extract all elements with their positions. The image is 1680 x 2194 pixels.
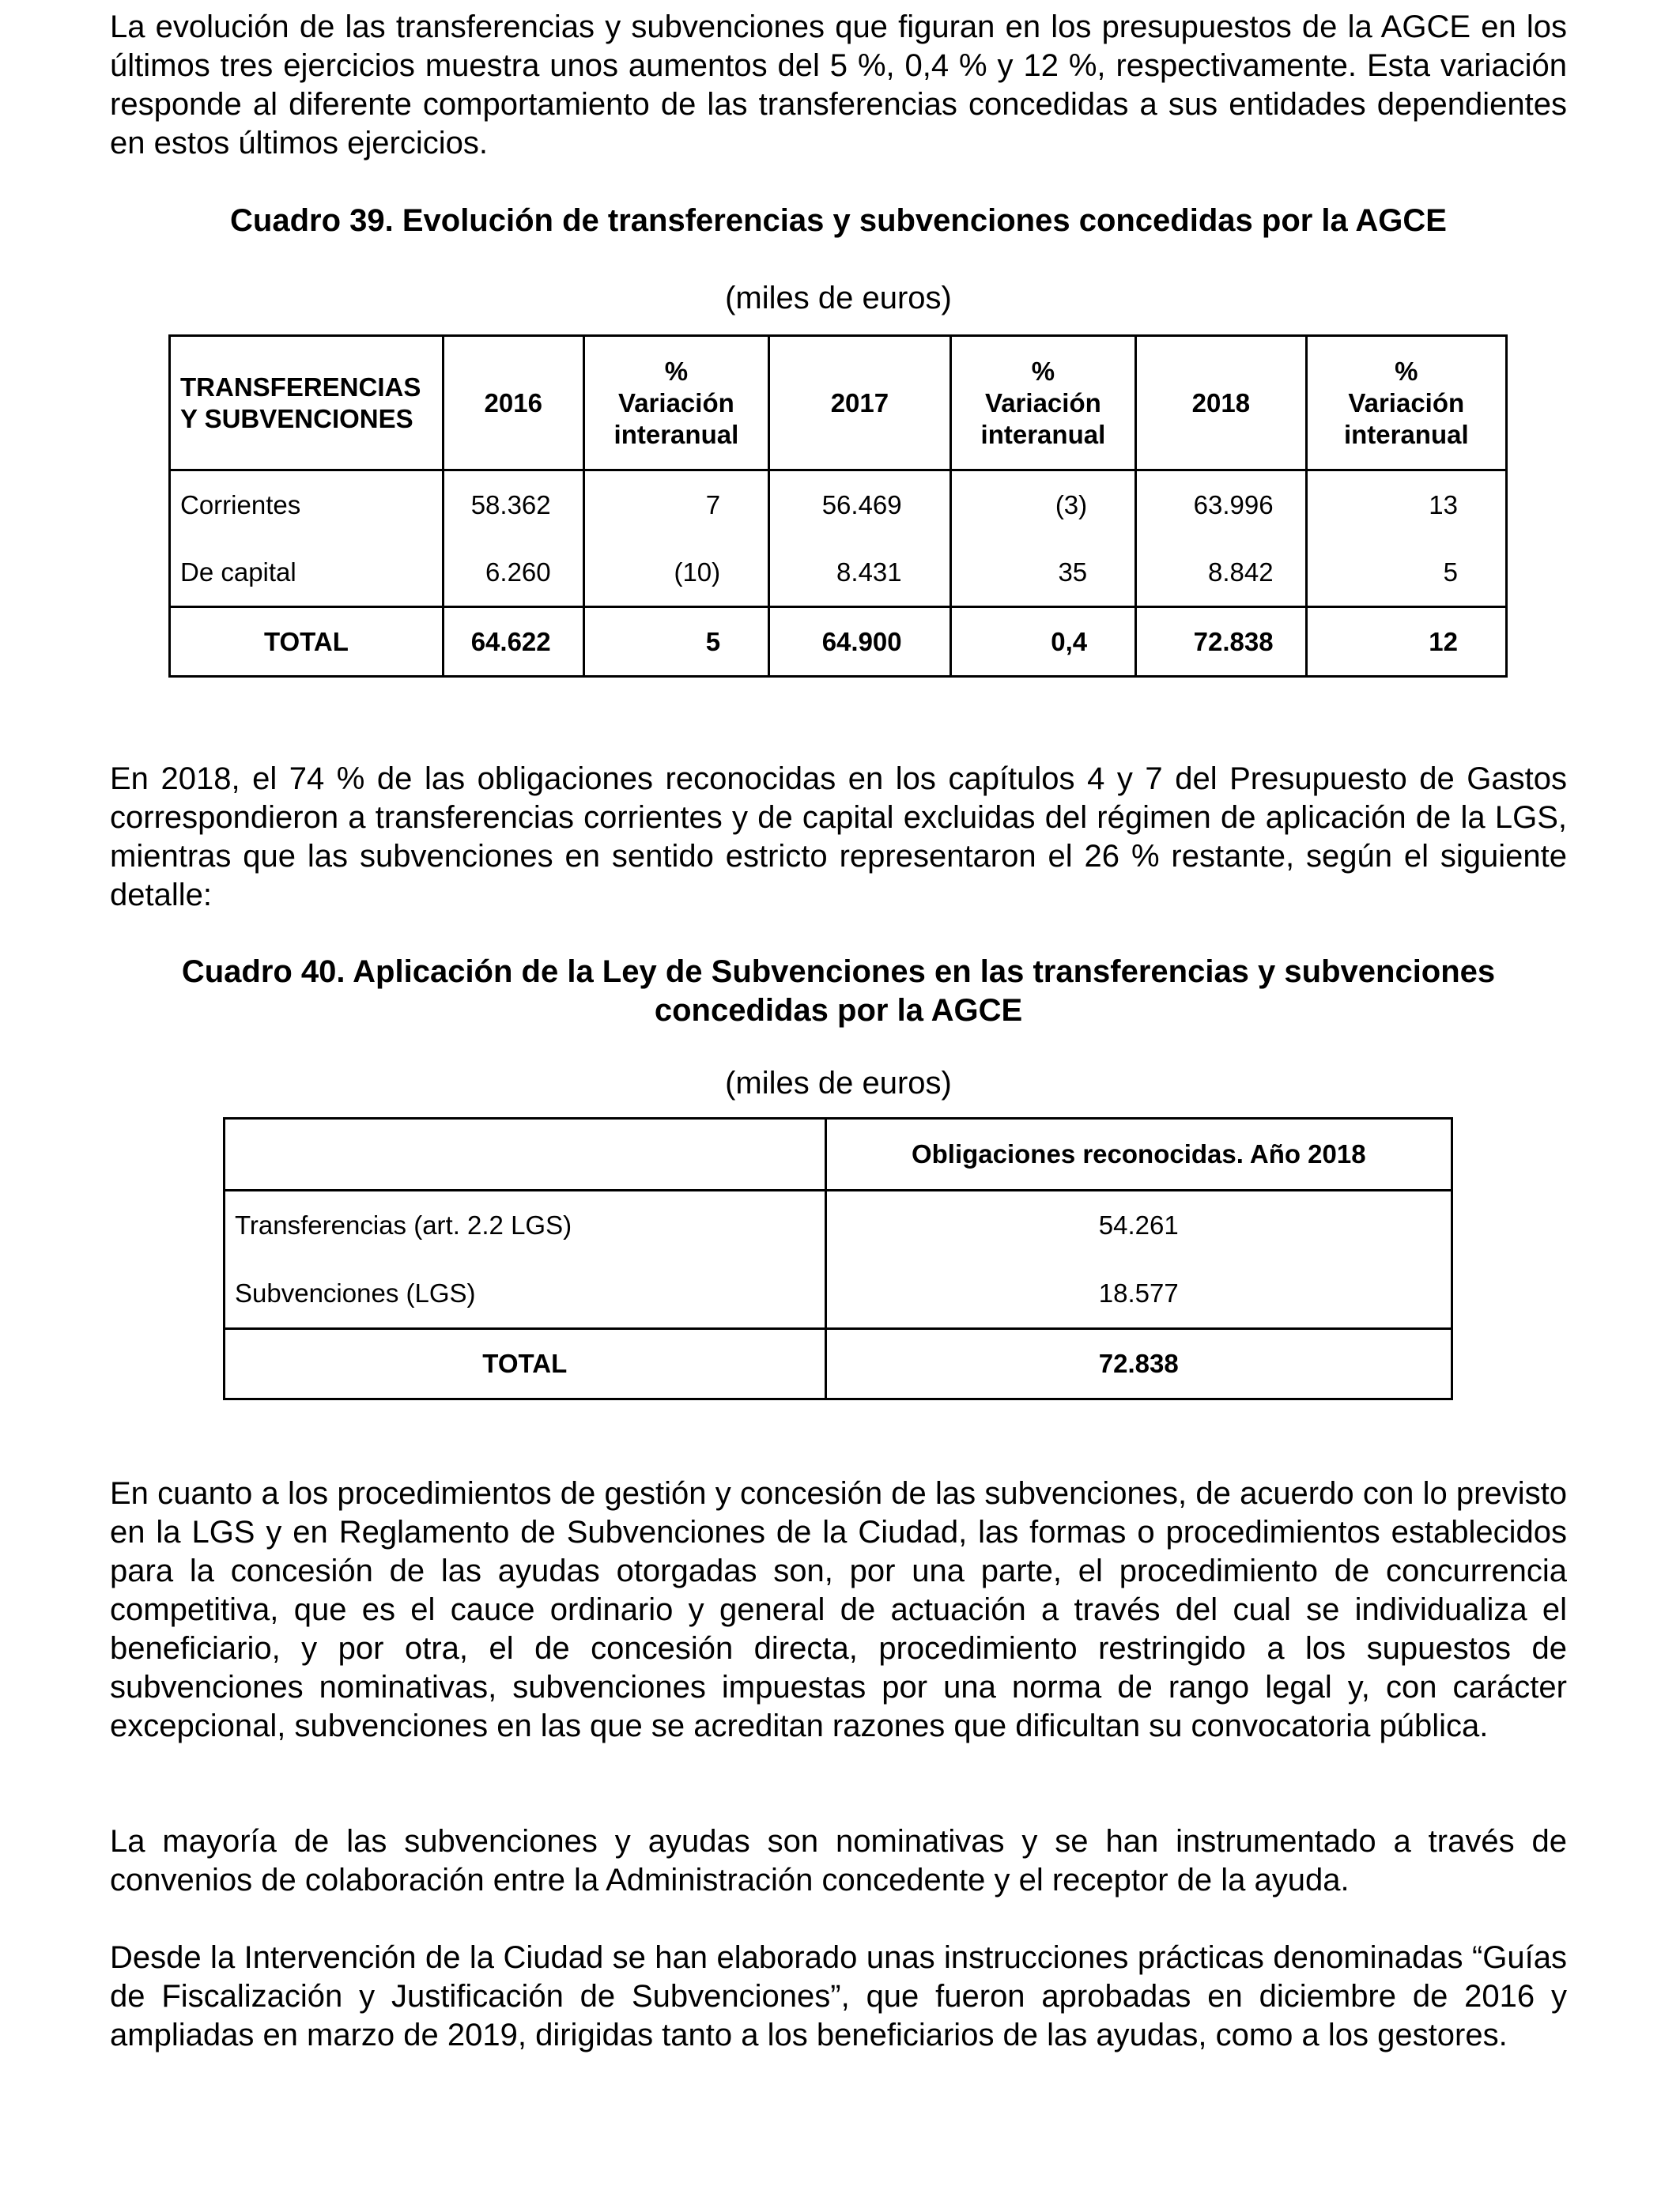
header-c0-line2: Y SUBVENCIONES bbox=[180, 403, 413, 433]
cell-value: 72.838 bbox=[825, 1329, 1452, 1399]
header-var-2017 bbox=[950, 336, 1136, 470]
row-label-total: TOTAL bbox=[225, 1329, 826, 1399]
table-row bbox=[225, 1259, 1452, 1329]
cell-var-2018: 5 bbox=[1306, 538, 1506, 607]
header-c4-line3: interanual bbox=[980, 419, 1106, 449]
table-row-total bbox=[225, 1329, 1452, 1399]
table-39-units: (miles de euros) bbox=[725, 281, 952, 315]
header-c0-line1: TRANSFERENCIAS bbox=[180, 372, 421, 402]
paragraph-5: Desde la Intervención de la Ciudad se han elaborado unas instrucciones prácticas denominadas “Guías de Fiscalización y Justificación de Subvenciones”, que fueron aprobadas en diciembre de 2016 y ampliadas en marzo de 2019, dirigidas tanto a los beneficiarios de las ayudas, como a los gestores. bbox=[110, 1940, 1567, 2052]
cell-2018: 8.842 bbox=[1136, 538, 1306, 607]
table-40-caption-line2: concedidas por la AGCE bbox=[654, 993, 1023, 1028]
cell-var-2017: (3) bbox=[950, 470, 1136, 539]
cell-var-2016: (10) bbox=[583, 538, 769, 607]
table-39-caption: Cuadro 39. Evolución de transferencias y subvenciones concedidas por la AGCE bbox=[230, 203, 1447, 238]
header-var-2016 bbox=[583, 336, 769, 470]
header-2018: 2018 bbox=[1136, 336, 1306, 470]
header-c2-line1: % bbox=[664, 356, 689, 386]
table-40-caption-line1: Cuadro 40. Aplicación de la Ley de Subvenciones en las transferencias y subvenciones bbox=[181, 954, 1496, 989]
cell-2018: 72.838 bbox=[1136, 607, 1306, 677]
header-c4-line2: Variación bbox=[985, 387, 1101, 417]
table-row bbox=[170, 538, 1507, 607]
paragraph-3: En cuanto a los procedimientos de gestión y concesión de las subvenciones, de acuerdo con lo previsto en la LGS y en Reglamento de Subvenciones de la Ciudad, las formas o procedimientos establecidos para la concesión de las ayudas otorgadas son, por una parte, el procedimiento de concurrencia competitiva, que es el cauce ordinario y general de actuación a través del cual se individualiza el beneficiario, y por otra, el de concesión directa, procedimiento restringido a los supuestos de subvenciones nominativas, subvenciones impuestas por una norma de rango legal y, con carácter excepcional, subvenciones en las que se acreditan razones que dificultan su convocatoria pública. bbox=[110, 1476, 1567, 1743]
header-var-2018 bbox=[1306, 336, 1506, 470]
header-c6-line2: Variación bbox=[1348, 387, 1465, 417]
header-obligaciones: Obligaciones reconocidas. Año 2018 bbox=[825, 1119, 1452, 1191]
cell-var-2018: 12 bbox=[1306, 607, 1506, 677]
cell-2016: 6.260 bbox=[443, 538, 583, 607]
row-label-total: TOTAL bbox=[170, 607, 444, 677]
cell-2016: 58.362 bbox=[443, 470, 583, 539]
cell-var-2018: 13 bbox=[1306, 470, 1506, 539]
cell-var-2016: 5 bbox=[583, 607, 769, 677]
cell-var-2017: 0,4 bbox=[950, 607, 1136, 677]
cell-var-2017: 35 bbox=[950, 538, 1136, 607]
cell-2017: 56.469 bbox=[769, 470, 950, 539]
cell-var-2016: 7 bbox=[583, 470, 769, 539]
cell-value: 18.577 bbox=[825, 1259, 1452, 1329]
header-c2-line2: Variación bbox=[618, 387, 734, 417]
header-c4-line1: % bbox=[1031, 356, 1055, 386]
header-transferencias bbox=[170, 336, 444, 470]
header-2016: 2016 bbox=[443, 336, 583, 470]
row-label: Transferencias (art. 2.2 LGS) bbox=[225, 1191, 826, 1260]
paragraph-1: La evolución de las transferencias y subvenciones que figuran en los presupuestos de la AGCE en los últimos tres ejercicios muestra unos aumentos del 5 %, 0,4 % y 12 %, respectivamente. Esta variación responde al diferente comportamiento de las transferencias concedidas a sus entidades dependientes en estos últimos ejercicios. bbox=[110, 9, 1567, 160]
table-40-units: (miles de euros) bbox=[725, 1066, 952, 1101]
cell-2017: 8.431 bbox=[769, 538, 950, 607]
table-row bbox=[170, 470, 1507, 539]
row-label: Subvenciones (LGS) bbox=[225, 1259, 826, 1329]
header-c6-line3: interanual bbox=[1343, 419, 1469, 449]
cell-2017: 64.900 bbox=[769, 607, 950, 677]
row-label: Corrientes bbox=[170, 470, 444, 539]
table-row-total bbox=[170, 607, 1507, 677]
table-40-header-row bbox=[225, 1119, 1452, 1191]
paragraph-2: En 2018, el 74 % de las obligaciones reconocidas en los capítulos 4 y 7 del Presupuesto de Gastos correspondieron a transferencias corrientes y de capital excluidas del régimen de aplicación de la LGS, mientras que las subvenciones en sentido estricto representaron el 26 % restante, según el siguiente detalle: bbox=[110, 761, 1567, 912]
cell-2016: 64.622 bbox=[443, 607, 583, 677]
paragraph-4: La mayoría de las subvenciones y ayudas son nominativas y se han instrumentado a través de convenios de colaboración entre la Administración concedente y el receptor de la ayuda. bbox=[110, 1824, 1567, 1898]
cell-value: 54.261 bbox=[825, 1191, 1452, 1260]
table-39 bbox=[168, 334, 1508, 678]
header-2017: 2017 bbox=[769, 336, 950, 470]
header-c2-line3: interanual bbox=[613, 419, 739, 449]
table-row bbox=[225, 1191, 1452, 1260]
header-empty bbox=[225, 1119, 826, 1191]
row-label: De capital bbox=[170, 538, 444, 607]
header-c6-line1: % bbox=[1395, 356, 1418, 386]
table-40 bbox=[223, 1117, 1453, 1400]
table-39-header-row bbox=[170, 336, 1507, 470]
cell-2018: 63.996 bbox=[1136, 470, 1306, 539]
